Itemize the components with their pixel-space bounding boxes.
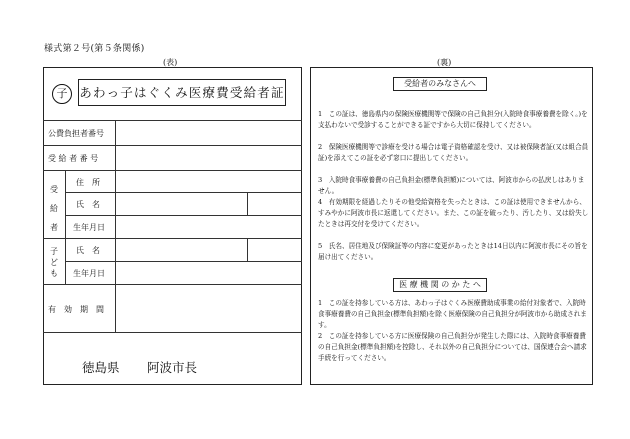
front-side-label: (表) [163,58,178,67]
list-item: 5 氏名、居住地及び保険証等の内容に変更があったときは14日以内に阿波市長にその旨を届け出てください。 [318,242,588,261]
list-item: 2 この証を持参している方に医療保険の自己負担分が発生した際には、入院時食事療養費の自己負担金(標準負担額)を控除し、それ以外の自己負担分については、国保連合会へ請求手続を行ってください。 [318,332,587,362]
divider [115,120,116,170]
list-item: 1 この証を持参している方は、あわっ子はぐくみ医療費助成事業の給付対象者で、入院時食事療養費の自己負担金(標準負担額)を除く医療保険の自己負担分が阿波市から助成されます。 [318,299,587,329]
list-item: 3 入院時食事療養費の自己負担金(標準負担額)については、阿波市からの払戻しはありません。 [318,176,585,195]
medical-notes [318,298,590,364]
recipient-number-label: 受 給 者 番 号 [48,154,99,163]
divider [43,284,302,285]
divider [65,192,302,193]
child-seal-icon: 子 [52,84,72,104]
divider [43,170,302,171]
divider [247,192,248,215]
back-side-label: (裏) [437,58,452,67]
list-item: 2 保険医療機関等で診療を受ける場合は電子資格確認を受け、又は被保険者証(又は組合員証)を添えてこの証を必ず窓口に提出してください。 [318,143,589,162]
certificate-title: あわっ子はぐくみ医療費受給者証 [78,79,286,106]
name-label: 氏 名 [76,200,100,209]
child-birthdate-label: 生年月日 [73,269,105,278]
child-name-label: 氏 名 [76,246,100,255]
divider [43,145,302,146]
divider [247,238,248,261]
divider [43,120,302,121]
divider [65,215,302,216]
list-item: 4 有効期限を経過したりその他受給資格を失ったときは、この証は使用できませんから、すみやかに阿波市長に返還してください。また、この証を破ったり、汚したり、又は紛失したときは再交付を受けてください。 [318,198,589,228]
child-group-label: 子 ど も [50,247,58,278]
valid-period-label: 有 効 期 間 [48,305,104,314]
recipient-group-label: 受 給 者 [50,185,58,232]
issuer-prefecture: 徳島県 [82,360,120,375]
birthdate-label: 生年月日 [73,223,105,232]
list-item: 1 この証は、徳島県内の保険医療機関等で保険の自己負担分(入院時食事療養費を除く。)を支払わないで受診することができる証ですから大切に保持してください。 [318,110,588,129]
form-number: 様式第２号(第５条関係) [44,44,145,54]
section-medical-heading: 医 療 機 関 の か た へ [393,278,487,292]
divider [65,170,66,284]
section-recipients-heading: 受給者のみなさんへ [393,77,487,91]
divider [115,170,116,332]
issuer-city: 阿波市長 [147,360,198,375]
divider [43,332,302,333]
divider [43,238,302,239]
divider [65,261,302,262]
address-label: 住 所 [76,178,100,187]
recipients-notes [318,109,590,263]
provider-number-label: 公費負担者番号 [48,129,104,138]
